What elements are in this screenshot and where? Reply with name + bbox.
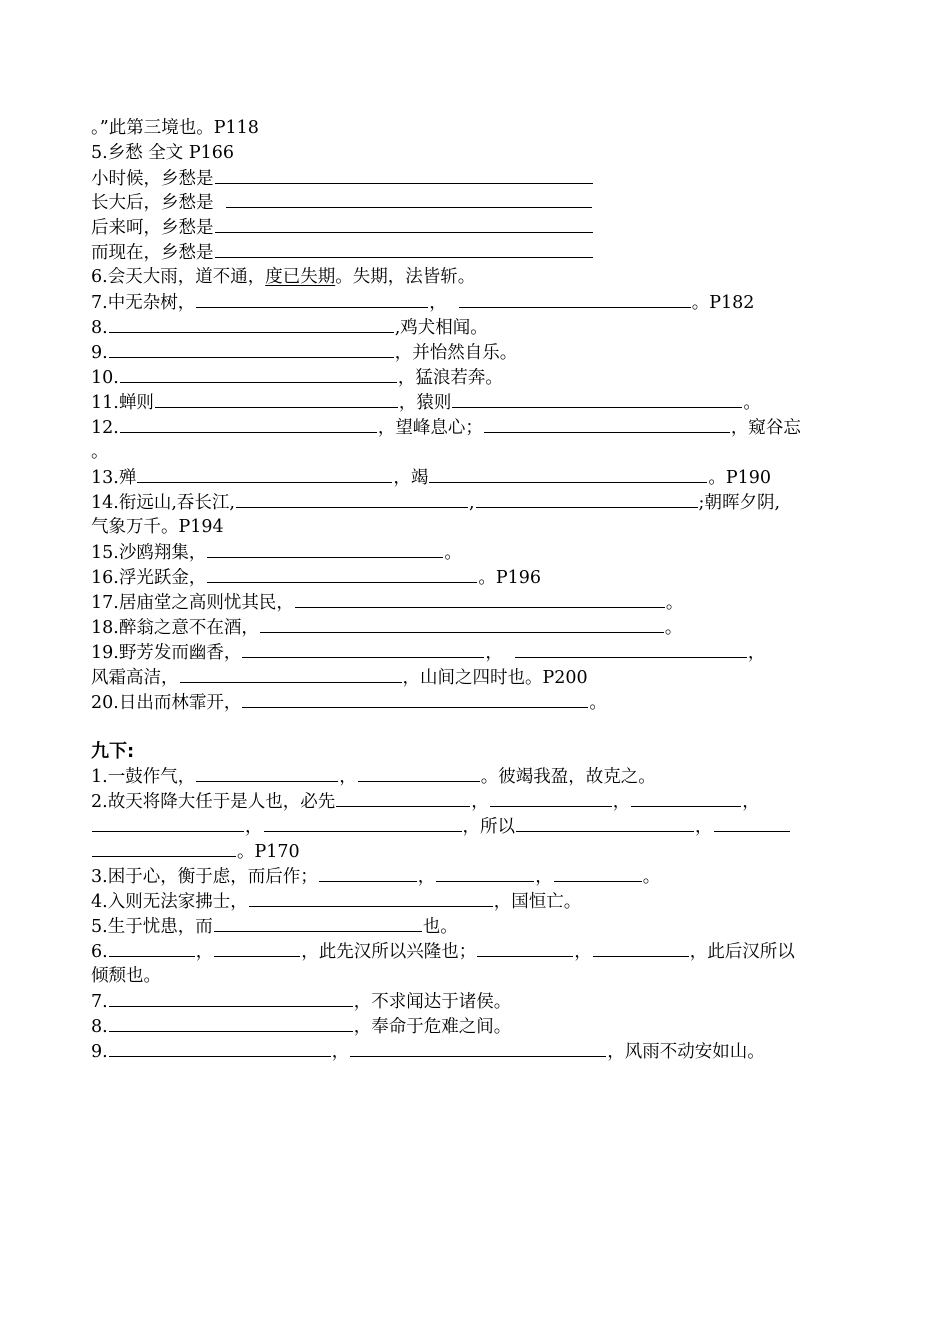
text-line: 8. ,鸡犬相闻。 — [91, 315, 488, 340]
text-line: 8. ，奉命于危难之间。 — [91, 1014, 511, 1039]
answer-blank[interactable] — [226, 190, 592, 208]
answer-blank[interactable] — [109, 989, 353, 1007]
text-line: 11.蝉则 ，猿则 。 — [91, 390, 761, 415]
answer-blank[interactable] — [92, 814, 244, 832]
answer-blank[interactable] — [631, 789, 741, 807]
answer-blank[interactable] — [196, 764, 338, 782]
text-line: 7. ，不求闻达于诸侯。 — [91, 989, 511, 1014]
answer-blank[interactable] — [490, 789, 612, 807]
answer-blank[interactable] — [358, 764, 480, 782]
text-line: 。P170 — [91, 839, 300, 864]
answer-blank[interactable] — [109, 1014, 353, 1032]
text-line: 风霜高洁， ，山间之四时也。P200 — [91, 665, 588, 690]
answer-blank[interactable] — [260, 615, 664, 633]
answer-blank[interactable] — [214, 939, 300, 957]
answer-blank[interactable] — [714, 814, 790, 832]
answer-blank[interactable] — [155, 390, 398, 408]
text-line: 17.居庙堂之高则忧其民， 。 — [91, 590, 683, 615]
answer-blank[interactable] — [452, 390, 742, 408]
text-line: 1.一鼓作气， ， 。彼竭我盈，故克之。 — [91, 764, 656, 789]
answer-blank[interactable] — [264, 814, 462, 832]
text-line: 9. ， ，风雨不动安如山。 — [91, 1039, 765, 1064]
text-line: 长大后，乡愁是 — [91, 190, 593, 215]
answer-blank[interactable] — [215, 240, 593, 258]
answer-blank[interactable] — [459, 290, 691, 308]
answer-blank[interactable] — [516, 814, 694, 832]
answer-blank[interactable] — [242, 640, 484, 658]
text-line: 6. ， ，此先汉所以兴隆也； ， ，此后汉所以 — [91, 939, 795, 964]
answer-blank[interactable] — [554, 864, 642, 882]
text-line: 12. ，望峰息心； ，窥谷忘 — [91, 415, 801, 440]
text-line: 后来呵，乡愁是 — [91, 215, 594, 240]
answer-blank[interactable] — [476, 490, 698, 508]
answer-blank[interactable] — [109, 1039, 331, 1057]
answer-blank[interactable] — [429, 465, 707, 483]
text-line: 4.入则无法家拂士， ，国恒亡。 — [91, 889, 581, 914]
answer-blank[interactable] — [180, 665, 402, 683]
text-line: 气象万千。P194 — [91, 517, 224, 537]
text-line: 2.故天将降大任于是人也，必先 ， ， ， — [91, 789, 760, 814]
text-line: 15.沙鸥翔集， 。 — [91, 540, 462, 565]
answer-blank[interactable] — [295, 590, 665, 608]
answer-blank[interactable] — [249, 889, 493, 907]
text-line: 5.乡愁 全文 P166 — [91, 143, 234, 163]
text-line: 7.中无杂树， ， 。P182 — [91, 290, 754, 315]
underlined-phrase: 度已失期 — [265, 267, 336, 287]
text-line: 3.困于心，衡于虑，而后作； ， ， 。 — [91, 864, 660, 889]
answer-blank[interactable] — [477, 939, 573, 957]
answer-blank[interactable] — [196, 290, 428, 308]
text-line: 20.日出而林霏开， 。 — [91, 690, 607, 715]
answer-blank[interactable] — [436, 864, 534, 882]
text-line: 5.生于忧患，而 也。 — [91, 914, 458, 939]
text-line: 10. ，猛浪若奔。 — [91, 365, 503, 390]
text-line: 9. ，并怡然自乐。 — [91, 340, 517, 365]
answer-blank[interactable] — [120, 365, 397, 383]
answer-blank[interactable] — [215, 215, 593, 233]
text-line: 。 — [91, 442, 109, 462]
text-line: 倾颓也。 — [91, 966, 161, 986]
answer-blank[interactable] — [350, 1039, 606, 1057]
answer-blank[interactable] — [242, 690, 588, 708]
answer-blank[interactable] — [484, 415, 730, 433]
answer-blank[interactable] — [120, 415, 377, 433]
answer-blank[interactable] — [214, 914, 422, 932]
answer-blank[interactable] — [137, 465, 392, 483]
answer-blank[interactable] — [319, 864, 417, 882]
text-line: ， ，所以 ， — [91, 814, 791, 839]
answer-blank[interactable] — [92, 839, 236, 857]
text-line: 6.会天大雨，道不通，度已失期。失期，法皆斩。 — [91, 267, 476, 287]
text-line: 。”此第三境也。P118 — [91, 118, 259, 138]
answer-blank[interactable] — [207, 565, 477, 583]
answer-blank[interactable] — [207, 540, 443, 558]
text-line: 16.浮光跃金， 。P196 — [91, 565, 541, 590]
text-line: 小时候，乡愁是 — [91, 166, 594, 191]
text-line: 13.殚 ，竭 。P190 — [91, 465, 771, 490]
answer-blank[interactable] — [109, 340, 394, 358]
answer-blank[interactable] — [215, 166, 593, 184]
text-line: 19.野芳发而幽香， ， ， — [91, 640, 765, 665]
answer-blank[interactable] — [109, 939, 195, 957]
answer-blank[interactable] — [236, 490, 468, 508]
section-heading: 九下: — [91, 741, 135, 762]
answer-blank[interactable] — [336, 789, 470, 807]
answer-blank[interactable] — [593, 939, 689, 957]
text-line: 14.衔远山,吞长江, , ;朝晖夕阴, — [91, 490, 780, 515]
answer-blank[interactable] — [109, 315, 394, 333]
answer-blank[interactable] — [515, 640, 747, 658]
text-line: 18.醉翁之意不在酒， 。 — [91, 615, 682, 640]
text-line: 而现在，乡愁是 — [91, 240, 594, 265]
